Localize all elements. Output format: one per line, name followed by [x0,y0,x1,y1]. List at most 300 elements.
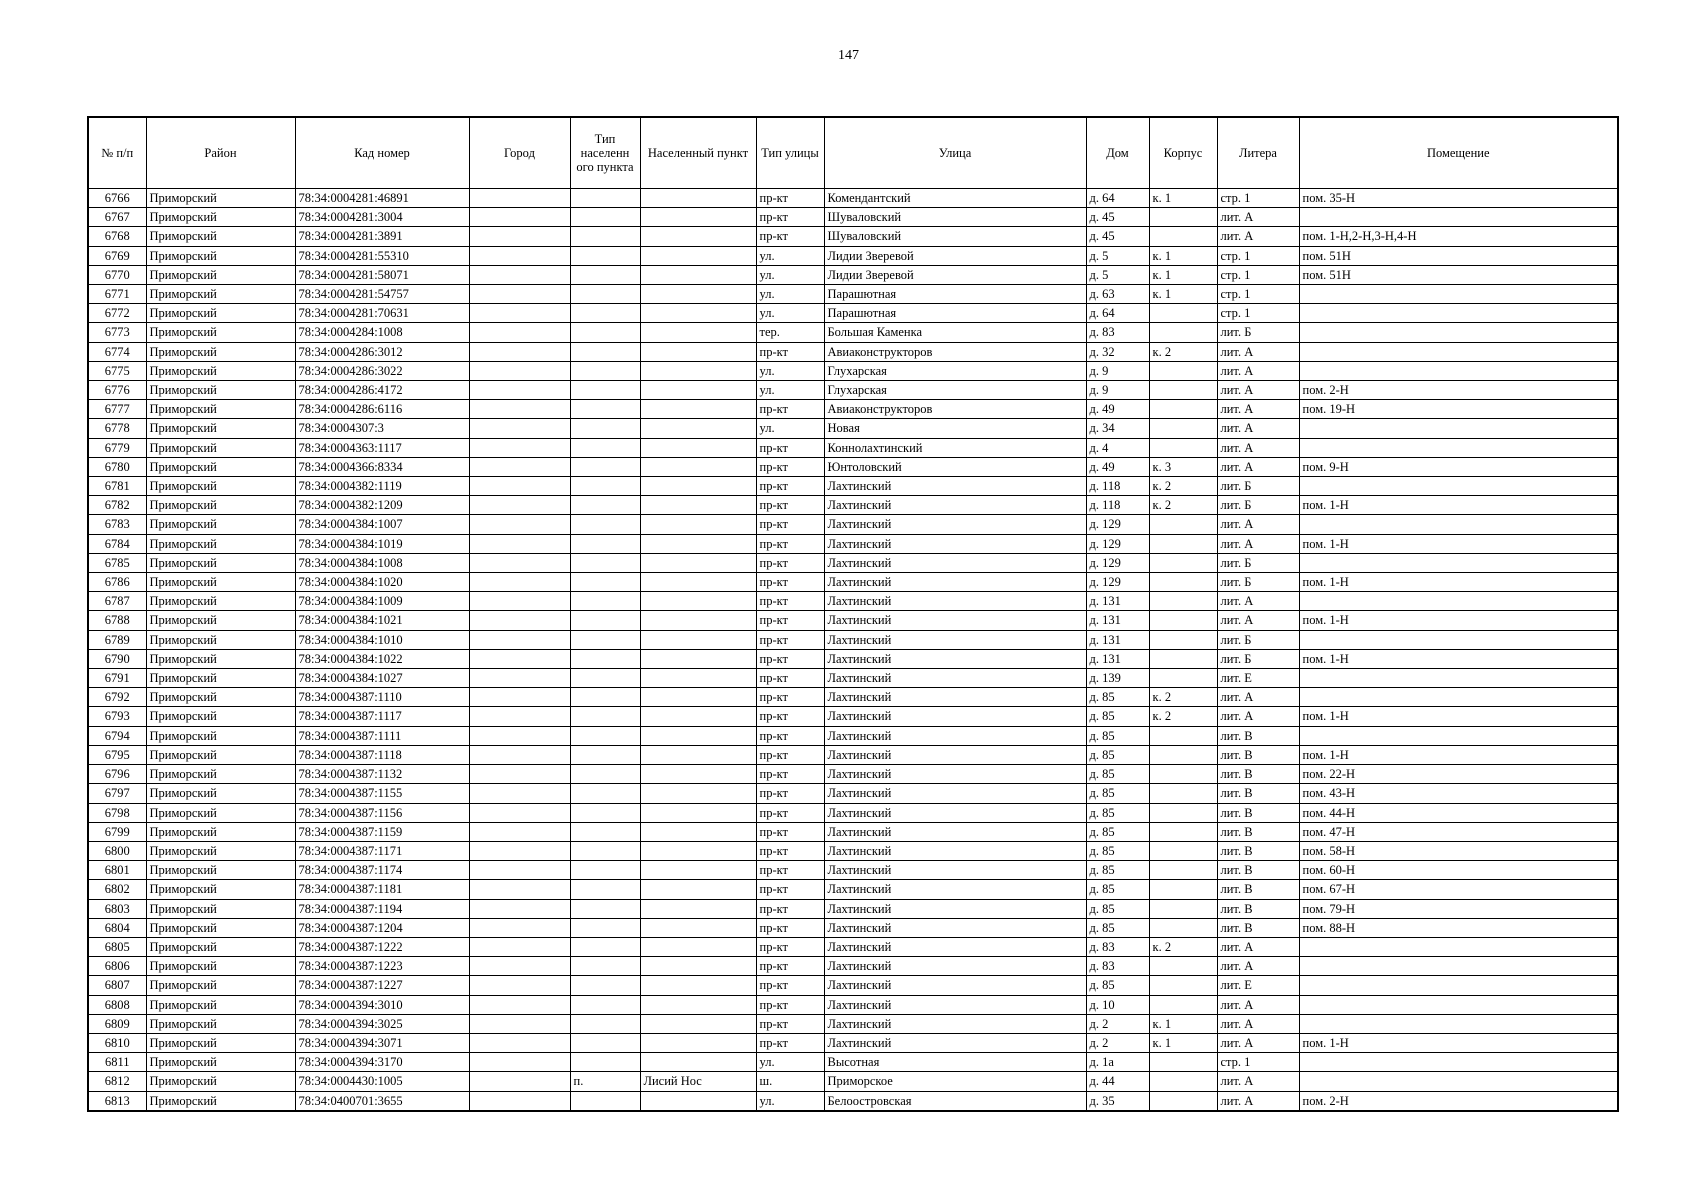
cell-letter: лит. В [1217,803,1299,822]
cell-settlement-type [570,918,640,937]
table-row [88,995,1618,1014]
cell-premises: пом. 1-Н [1299,573,1618,592]
cell-house: д. 129 [1086,534,1149,553]
cell-house: д. 83 [1086,957,1149,976]
cell-street: Шуваловский [824,208,1086,227]
cell-city [469,1014,570,1033]
cell-building [1149,649,1217,668]
table-row [88,1091,1618,1111]
cell-street: Лахтинский [824,688,1086,707]
table-row [88,457,1618,476]
cell-city [469,573,570,592]
cell-settlement: Лисий Нос [640,1072,756,1091]
cell-settlement [640,342,756,361]
cell-building: к. 2 [1149,937,1217,956]
cell-street-type: пр-кт [756,880,824,899]
cell-row-number: 6808 [88,995,146,1014]
cell-street: Лахтинский [824,1014,1086,1033]
cell-settlement [640,419,756,438]
cell-letter: лит. А [1217,611,1299,630]
cell-street-type: ул. [756,361,824,380]
cell-letter: лит. А [1217,381,1299,400]
cell-settlement-type [570,265,640,284]
cell-district: Приморский [146,534,295,553]
cell-house: д. 85 [1086,707,1149,726]
cell-settlement-type [570,189,640,208]
cell-cadastral-number: 78:34:0004363:1117 [295,438,469,457]
cell-settlement [640,688,756,707]
cell-district: Приморский [146,208,295,227]
cell-settlement-type [570,496,640,515]
column-header-street: Улица [824,117,1086,189]
cell-street: Высотная [824,1053,1086,1072]
cell-district: Приморский [146,381,295,400]
cell-cadastral-number: 78:34:0004387:1222 [295,937,469,956]
cell-building [1149,208,1217,227]
cell-district: Приморский [146,765,295,784]
cell-settlement [640,323,756,342]
table-row [88,841,1618,860]
cell-row-number: 6784 [88,534,146,553]
cell-letter: стр. 1 [1217,265,1299,284]
cell-row-number: 6788 [88,611,146,630]
cell-letter: лит. В [1217,822,1299,841]
cell-row-number: 6780 [88,457,146,476]
cell-street-type: пр-кт [756,342,824,361]
cell-city [469,208,570,227]
cell-street: Лахтинский [824,976,1086,995]
cell-settlement-type [570,553,640,572]
cell-settlement [640,438,756,457]
cell-row-number: 6770 [88,265,146,284]
cell-house: д. 85 [1086,918,1149,937]
cell-row-number: 6794 [88,726,146,745]
table-row [88,1033,1618,1052]
cell-city [469,1033,570,1052]
cell-house: д. 1а [1086,1053,1149,1072]
cell-cadastral-number: 78:34:0004387:1223 [295,957,469,976]
table-row [88,1014,1618,1033]
cell-cadastral-number: 78:34:0004384:1022 [295,649,469,668]
cell-building: к. 2 [1149,342,1217,361]
cell-cadastral-number: 78:34:0004387:1171 [295,841,469,860]
cell-cadastral-number: 78:34:0004281:3004 [295,208,469,227]
cell-district: Приморский [146,438,295,457]
cell-settlement [640,784,756,803]
cell-row-number: 6766 [88,189,146,208]
cell-house: д. 118 [1086,496,1149,515]
table-row [88,265,1618,284]
cell-premises: пом. 88-Н [1299,918,1618,937]
cell-house: д. 131 [1086,630,1149,649]
cell-house: д. 2 [1086,1014,1149,1033]
cell-district: Приморский [146,649,295,668]
cell-building: к. 1 [1149,1033,1217,1052]
cell-premises: пом. 1-Н,2-Н,3-Н,4-Н [1299,227,1618,246]
cell-building [1149,515,1217,534]
table-row [88,573,1618,592]
cell-letter: лит. А [1217,438,1299,457]
cell-premises: пом. 43-Н [1299,784,1618,803]
table-row [88,208,1618,227]
cell-city [469,803,570,822]
cell-city [469,726,570,745]
cell-street-type: пр-кт [756,457,824,476]
cell-row-number: 6790 [88,649,146,668]
cell-premises [1299,553,1618,572]
cell-building [1149,784,1217,803]
cell-street: Лидии Зверевой [824,246,1086,265]
cell-settlement-type [570,208,640,227]
cell-settlement-type [570,649,640,668]
cell-district: Приморский [146,573,295,592]
cell-building [1149,361,1217,380]
cell-street-type: пр-кт [756,189,824,208]
cell-cadastral-number: 78:34:0004387:1156 [295,803,469,822]
cell-cadastral-number: 78:34:0004387:1118 [295,745,469,764]
cell-city [469,880,570,899]
cell-row-number: 6793 [88,707,146,726]
cell-cadastral-number: 78:34:0004387:1132 [295,765,469,784]
cell-street-type: ул. [756,1091,824,1111]
cell-building [1149,1072,1217,1091]
cell-house: д. 49 [1086,457,1149,476]
cell-settlement [640,381,756,400]
cell-street: Шуваловский [824,227,1086,246]
cell-district: Приморский [146,496,295,515]
cell-house: д. 129 [1086,515,1149,534]
cell-district: Приморский [146,457,295,476]
cell-settlement [640,995,756,1014]
cell-building [1149,227,1217,246]
cell-street-type: пр-кт [756,861,824,880]
cell-building [1149,381,1217,400]
cell-city [469,400,570,419]
cell-premises [1299,361,1618,380]
table-row [88,189,1618,208]
cell-building [1149,841,1217,860]
cell-building [1149,669,1217,688]
cell-district: Приморский [146,227,295,246]
cell-settlement-type [570,803,640,822]
cell-house: д. 45 [1086,208,1149,227]
cell-city [469,765,570,784]
cell-street: Лахтинский [824,822,1086,841]
cell-row-number: 6799 [88,822,146,841]
cell-row-number: 6789 [88,630,146,649]
cell-house: д. 2 [1086,1033,1149,1052]
cell-cadastral-number: 78:34:0004384:1021 [295,611,469,630]
cell-settlement-type [570,841,640,860]
table-row [88,304,1618,323]
cell-house: д. 32 [1086,342,1149,361]
cell-settlement [640,822,756,841]
cell-row-number: 6772 [88,304,146,323]
table-row [88,534,1618,553]
cell-district: Приморский [146,419,295,438]
cell-letter: лит. Б [1217,649,1299,668]
cell-street-type: пр-кт [756,592,824,611]
cell-house: д. 4 [1086,438,1149,457]
cell-settlement-type [570,246,640,265]
table-row [88,822,1618,841]
column-header-cadastral-number: Кад номер [295,117,469,189]
cell-city [469,957,570,976]
cell-street-type: пр-кт [756,208,824,227]
cell-letter: лит. А [1217,688,1299,707]
cell-street-type: ул. [756,246,824,265]
cell-building [1149,745,1217,764]
cell-house: д. 85 [1086,726,1149,745]
cell-settlement [640,976,756,995]
cell-settlement-type [570,707,640,726]
cell-letter: стр. 1 [1217,285,1299,304]
cell-house: д. 45 [1086,227,1149,246]
cell-building [1149,1091,1217,1111]
cell-street: Коннолахтинский [824,438,1086,457]
cell-street-type: пр-кт [756,745,824,764]
cell-house: д. 85 [1086,841,1149,860]
cell-premises [1299,342,1618,361]
cell-city [469,304,570,323]
cell-district: Приморский [146,361,295,380]
cell-city [469,534,570,553]
cell-street-type: пр-кт [756,534,824,553]
cell-premises [1299,688,1618,707]
cell-district: Приморский [146,304,295,323]
cell-cadastral-number: 78:34:0004387:1159 [295,822,469,841]
cell-premises: пом. 51Н [1299,246,1618,265]
cell-cadastral-number: 78:34:0004286:3022 [295,361,469,380]
cell-street: Лахтинский [824,630,1086,649]
cell-city [469,381,570,400]
cell-street: Глухарская [824,381,1086,400]
cell-row-number: 6813 [88,1091,146,1111]
cell-city [469,265,570,284]
cell-cadastral-number: 78:34:0004387:1111 [295,726,469,745]
cell-cadastral-number: 78:34:0004382:1209 [295,496,469,515]
cell-street-type: пр-кт [756,515,824,534]
cell-row-number: 6781 [88,477,146,496]
cell-house: д. 129 [1086,573,1149,592]
cell-cadastral-number: 78:34:0004387:1204 [295,918,469,937]
cell-settlement-type [570,937,640,956]
cell-letter: стр. 1 [1217,1053,1299,1072]
cell-settlement-type [570,784,640,803]
cell-street: Юнтоловский [824,457,1086,476]
cell-letter: лит. А [1217,707,1299,726]
cell-premises [1299,285,1618,304]
cell-premises: пом. 9-Н [1299,457,1618,476]
cell-settlement [640,726,756,745]
cell-settlement-type [570,765,640,784]
cell-city [469,1053,570,1072]
cell-street-type: пр-кт [756,976,824,995]
cell-building [1149,630,1217,649]
cell-building [1149,918,1217,937]
cell-settlement-type [570,1014,640,1033]
column-header-settlement-type: Тип населенн ого пункта [570,117,640,189]
cell-premises [1299,592,1618,611]
table-row [88,592,1618,611]
cell-premises [1299,208,1618,227]
cell-cadastral-number: 78:34:0004382:1119 [295,477,469,496]
cell-letter: лит. А [1217,457,1299,476]
cell-settlement [640,880,756,899]
table-row [88,861,1618,880]
cell-settlement-type [570,957,640,976]
cell-settlement [640,496,756,515]
cell-cadastral-number: 78:34:0004281:58071 [295,265,469,284]
cell-street-type: пр-кт [756,477,824,496]
cell-settlement [640,803,756,822]
cell-street: Лахтинский [824,477,1086,496]
cell-house: д. 83 [1086,937,1149,956]
cell-district: Приморский [146,784,295,803]
cell-settlement [640,304,756,323]
cell-settlement-type [570,880,640,899]
cell-street: Парашютная [824,285,1086,304]
cell-premises [1299,304,1618,323]
cell-street-type: ш. [756,1072,824,1091]
cell-cadastral-number: 78:34:0004394:3025 [295,1014,469,1033]
cell-settlement [640,361,756,380]
cell-city [469,553,570,572]
cell-letter: лит. Б [1217,323,1299,342]
table-row [88,880,1618,899]
cell-letter: лит. В [1217,880,1299,899]
table-row [88,937,1618,956]
cell-street: Лахтинский [824,553,1086,572]
cell-district: Приморский [146,937,295,956]
cell-building: к. 1 [1149,246,1217,265]
cell-house: д. 131 [1086,611,1149,630]
cell-city [469,592,570,611]
cell-settlement-type [570,534,640,553]
cell-house: д. 118 [1086,477,1149,496]
cell-street: Лахтинский [824,957,1086,976]
cell-row-number: 6804 [88,918,146,937]
cell-city [469,630,570,649]
cell-cadastral-number: 78:34:0004284:1008 [295,323,469,342]
cell-cadastral-number: 78:34:0004286:6116 [295,400,469,419]
cell-street-type: пр-кт [756,841,824,860]
cell-street-type: ул. [756,381,824,400]
cell-house: д. 85 [1086,822,1149,841]
cell-settlement [640,1053,756,1072]
cell-street: Комендантский [824,189,1086,208]
cell-house: д. 9 [1086,381,1149,400]
cell-letter: лит. А [1217,227,1299,246]
cell-settlement [640,899,756,918]
cell-district: Приморский [146,707,295,726]
cell-district: Приморский [146,553,295,572]
cell-settlement [640,937,756,956]
cell-city [469,707,570,726]
cell-house: д. 44 [1086,1072,1149,1091]
cell-settlement [640,1033,756,1052]
cell-premises: пом. 44-Н [1299,803,1618,822]
cell-cadastral-number: 78:34:0004281:54757 [295,285,469,304]
cell-cadastral-number: 78:34:0004286:4172 [295,381,469,400]
cell-district: Приморский [146,1033,295,1052]
cell-house: д. 9 [1086,361,1149,380]
cell-street: Лахтинский [824,841,1086,860]
cell-settlement [640,189,756,208]
cell-city [469,649,570,668]
cell-letter: лит. А [1217,400,1299,419]
cell-district: Приморский [146,1014,295,1033]
cell-street: Лахтинский [824,611,1086,630]
cell-row-number: 6809 [88,1014,146,1033]
cell-house: д. 131 [1086,649,1149,668]
cell-settlement [640,649,756,668]
cell-street: Лахтинский [824,496,1086,515]
cell-letter: лит. В [1217,918,1299,937]
cell-settlement-type [570,669,640,688]
table-row [88,285,1618,304]
cell-settlement [640,669,756,688]
table-row [88,227,1618,246]
table-row [88,630,1618,649]
cell-settlement-type [570,1033,640,1052]
cell-street: Лахтинский [824,515,1086,534]
column-header-premises: Помещение [1299,117,1618,189]
cell-settlement-type: п. [570,1072,640,1091]
cell-premises [1299,419,1618,438]
cell-letter: лит. А [1217,419,1299,438]
cell-district: Приморский [146,669,295,688]
cell-building: к. 2 [1149,477,1217,496]
cell-premises: пом. 22-Н [1299,765,1618,784]
cell-premises [1299,323,1618,342]
cell-row-number: 6807 [88,976,146,995]
cell-letter: лит. А [1217,957,1299,976]
table-row [88,803,1618,822]
cell-street: Глухарская [824,361,1086,380]
cell-premises [1299,995,1618,1014]
cell-row-number: 6782 [88,496,146,515]
cell-street: Лахтинский [824,573,1086,592]
cell-settlement [640,861,756,880]
cell-letter: лит. А [1217,1033,1299,1052]
cell-street-type: пр-кт [756,669,824,688]
cell-district: Приморский [146,822,295,841]
table-row [88,515,1618,534]
cell-district: Приморский [146,246,295,265]
cell-row-number: 6800 [88,841,146,860]
cell-letter: лит. В [1217,841,1299,860]
cell-city [469,669,570,688]
cell-street: Белоостровская [824,1091,1086,1111]
cell-city [469,899,570,918]
cell-settlement [640,515,756,534]
cell-building [1149,304,1217,323]
cell-building [1149,573,1217,592]
cell-district: Приморский [146,899,295,918]
cell-street: Лахтинский [824,707,1086,726]
cell-district: Приморский [146,592,295,611]
cell-street: Лахтинский [824,995,1086,1014]
cell-building [1149,880,1217,899]
cell-settlement [640,745,756,764]
cell-district: Приморский [146,630,295,649]
cell-letter: лит. В [1217,726,1299,745]
cell-street: Лахтинский [824,880,1086,899]
cell-settlement [640,246,756,265]
cell-premises: пом. 51Н [1299,265,1618,284]
cell-premises: пом. 47-Н [1299,822,1618,841]
